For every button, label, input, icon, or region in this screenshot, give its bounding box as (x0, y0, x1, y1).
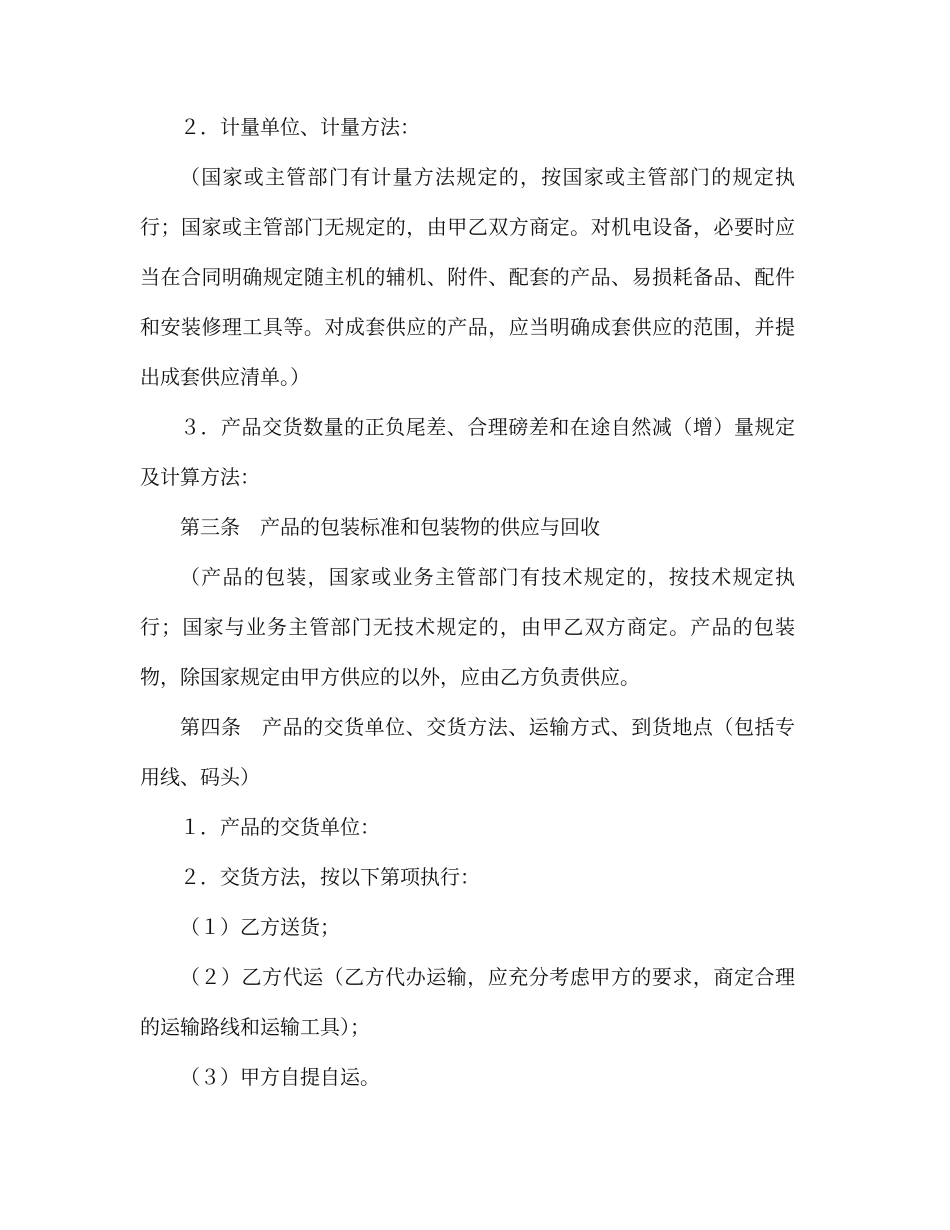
paragraph-measurement-unit: ２．计量单位、计量方法： (180, 115, 420, 139)
article-3-heading: 第三条 产品的包装标准和包装物的供应与回收 (180, 515, 600, 539)
paragraph-packaging-note: （产品的包装，国家或业务主管部门有技术规定的，按技术规定执行；国家与业务主管部门无技术规定的，由甲乙双方商定。产品的包装物，除国家规定由甲方供应的以外，应由乙方负责供应。 (140, 565, 795, 689)
list-item-option-1: （１）乙方送货； (180, 915, 340, 939)
paragraph-delivery-unit: １．产品的交货单位： (180, 815, 380, 839)
article-4-heading: 第四条 产品的交货单位、交货方法、运输方式、到货地点（包括专用线、码头） (140, 715, 795, 789)
document-body (140, 102, 795, 1102)
paragraph-delivery-method: ２．交货方法，按以下第项执行： (180, 865, 480, 889)
list-item-option-3: （３）甲方自提自运。 (180, 1065, 380, 1089)
paragraph-quantity-tolerance: ３．产品交货数量的正负尾差、合理磅差和在途自然减（增）量规定及计算方法： (140, 415, 795, 489)
list-item-option-2: （２）乙方代运（乙方代办运输，应充分考虑甲方的要求，商定合理的运输路线和运输工具）； (140, 965, 795, 1039)
paragraph-measurement-note: （国家或主管部门有计量方法规定的，按国家或主管部门的规定执行；国家或主管部门无规定的，由甲乙双方商定。对机电设备，必要时应当在合同明确规定随主机的辅机、附件、配套的产品、易损耗备品、配件和安装修理工具等。对成套供应的产品，应当明确成套供应的范围，并提出成套供应清单。） (140, 165, 795, 389)
